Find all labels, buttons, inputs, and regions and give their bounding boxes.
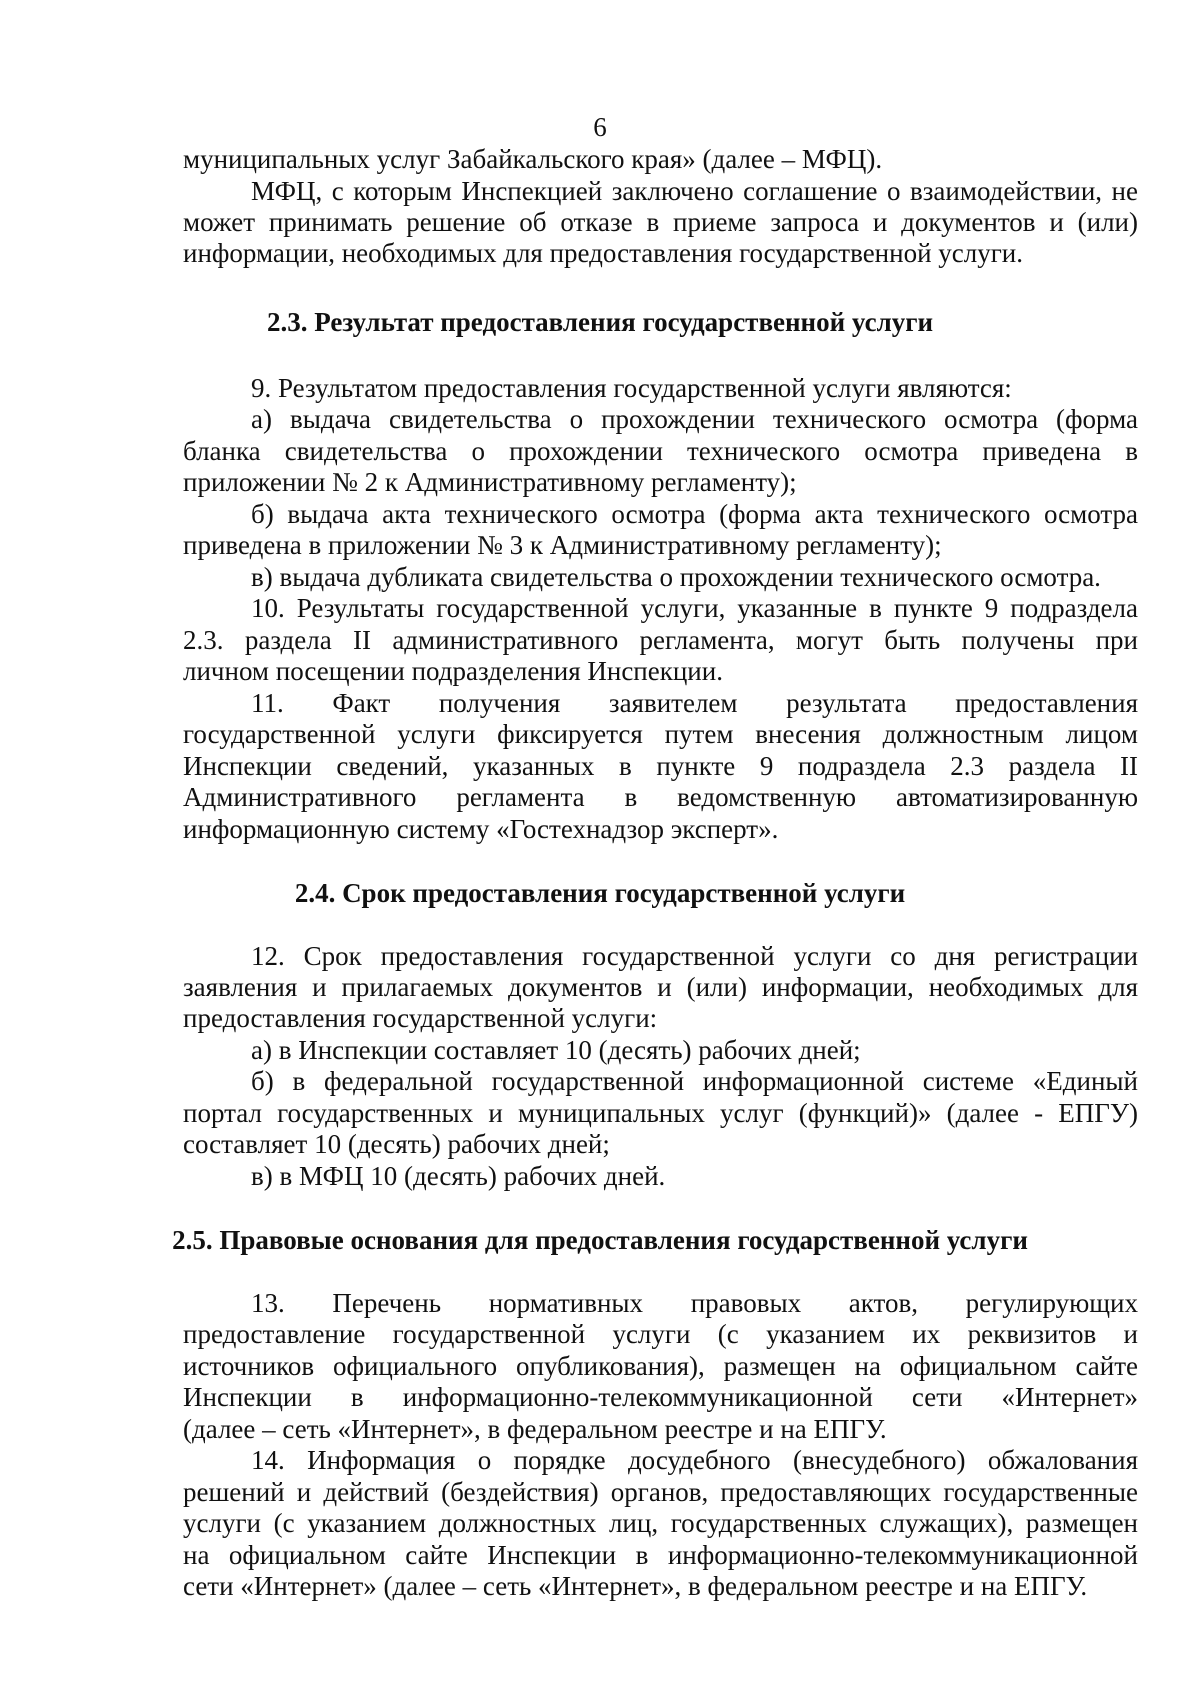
text-line: предоставление государственной услуги (с указанием их реквизитов и xyxy=(183,1319,1138,1349)
text-line: муниципальных услуг Забайкальского края» (далее – МФЦ). xyxy=(183,144,883,174)
text-line: Административного регламента в ведомственную автоматизированную xyxy=(183,782,1138,812)
text-line: личном посещении подразделения Инспекции. xyxy=(183,656,723,686)
text-line: в) выдача дубликата свидетельства о прохождении технического осмотра. xyxy=(251,562,1101,592)
text-line: 12. Срок предоставления государственной услуги со дня регистрации xyxy=(251,941,1138,971)
page-number: 6 xyxy=(593,112,607,142)
text-line: (далее – сеть «Интернет», в федеральном реестре и на ЕПГУ. xyxy=(183,1414,887,1444)
text-line: источников официального опубликования), размещен на официальном сайте xyxy=(183,1351,1138,1381)
text-line: услуги (с указанием должностных лиц, государственных служащих), размещен xyxy=(183,1508,1138,1538)
text-line: государственной услуги фиксируется путем внесения должностным лицом xyxy=(183,719,1138,749)
section-heading: 2.5. Правовые основания для предоставления государственной услуги xyxy=(172,1225,1028,1255)
text-line: Инспекции в информационно-телекоммуникационной сети «Интернет» xyxy=(183,1382,1138,1412)
text-line: а) выдача свидетельства о прохождении технического осмотра (форма xyxy=(251,404,1138,434)
text-line: 14. Информация о порядке досудебного (внесудебного) обжалования xyxy=(251,1445,1138,1475)
text-line: МФЦ, с которым Инспекцией заключено соглашение о взаимодействии, не xyxy=(251,176,1138,206)
text-line: информации, необходимых для предоставления государственной услуги. xyxy=(183,238,1024,268)
text-line: 2.3. раздела II административного регламента, могут быть получены при xyxy=(183,625,1138,655)
section-heading: 2.3. Результат предоставления государственной услуги xyxy=(266,307,934,337)
text-line: в) в МФЦ 10 (десять) рабочих дней. xyxy=(251,1161,666,1191)
text-line: 11. Факт получения заявителем результата предоставления xyxy=(251,688,1138,718)
text-line: на официальном сайте Инспекции в информационно-телекоммуникационной xyxy=(183,1540,1138,1570)
text-line: 10. Результаты государственной услуги, указанные в пункте 9 подраздела xyxy=(251,593,1138,623)
text-line: бланка свидетельства о прохождении технического осмотра приведена в xyxy=(183,436,1138,466)
text-line: приложении № 2 к Административному регламенту); xyxy=(183,467,797,497)
text-line: 13. Перечень нормативных правовых актов, регулирующих xyxy=(251,1288,1138,1318)
text-line: а) в Инспекции составляет 10 (десять) рабочих дней; xyxy=(251,1035,861,1065)
text-line: 9. Результатом предоставления государственной услуги являются: xyxy=(251,373,1012,403)
text-line: информационную систему «Гостехнадзор эксперт». xyxy=(183,814,779,844)
text-line: портал государственных и муниципальных услуг (функций)» (далее - ЕПГУ) xyxy=(183,1098,1138,1128)
text-line: составляет 10 (десять) рабочих дней; xyxy=(183,1129,610,1159)
text-line: может принимать решение об отказе в приеме запроса и документов и (или) xyxy=(183,207,1138,237)
text-line: приведена в приложении № 3 к Административному регламенту); xyxy=(183,530,942,560)
text-line: заявления и прилагаемых документов и (или) информации, необходимых для xyxy=(183,972,1138,1002)
text-line: сети «Интернет» (далее – сеть «Интернет», в федеральном реестре и на ЕПГУ. xyxy=(183,1571,1088,1601)
text-line: предоставления государственной услуги: xyxy=(183,1003,658,1033)
text-line: б) в федеральной государственной информационной системе «Единый xyxy=(251,1066,1138,1096)
text-line: решений и действий (бездействия) органов, предоставляющих государственные xyxy=(183,1477,1138,1507)
text-line: Инспекции сведений, указанных в пункте 9 подраздела 2.3 раздела II xyxy=(183,751,1138,781)
text-line: б) выдача акта технического осмотра (форма акта технического осмотра xyxy=(251,499,1138,529)
section-heading: 2.4. Срок предоставления государственной услуги xyxy=(294,878,906,908)
